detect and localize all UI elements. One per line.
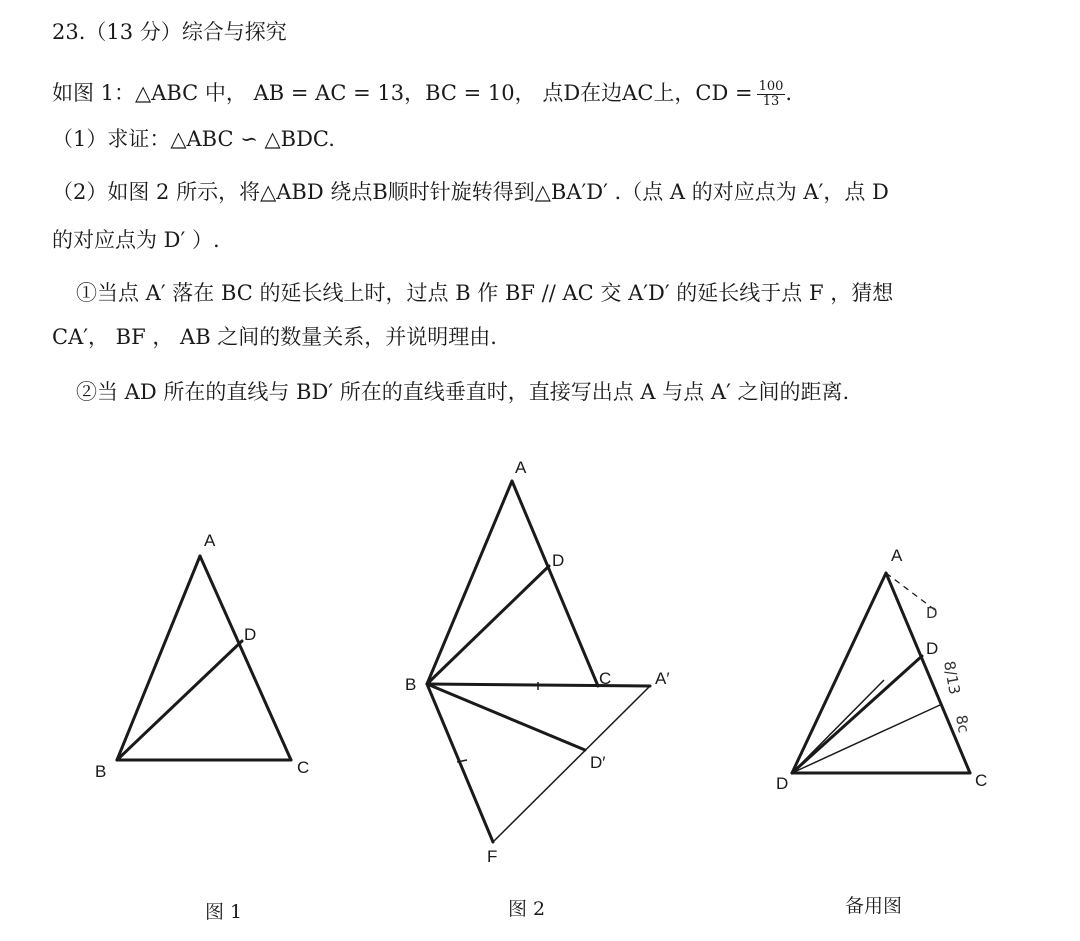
- fig2-label-d: D: [552, 551, 565, 570]
- intro-triangle: △ABC 中，: [135, 81, 247, 105]
- spare-caption: 备用图: [845, 895, 903, 917]
- part-2-line-1: （2）如图 2 所示，将△ABD 绕点B顺时针旋转得到△BA′D′ .（点 A 的对应点为 A′，点 D: [52, 180, 889, 204]
- fig1-side-ac: [200, 556, 291, 760]
- spare-segment-bd: [792, 656, 922, 773]
- cd-fraction-denominator: 13: [762, 94, 780, 109]
- spare-side-ab: [792, 573, 886, 773]
- question-1-line-1: ①当点 A′ 落在 BC 的延长线上时，过点 B 作 BF // AC 交 A′D′ 的延长线于点 F ，猜想: [76, 281, 894, 305]
- spare-label-a: A: [891, 546, 903, 565]
- fig2-side-ab: [427, 481, 512, 684]
- spare-annotation-1: D: [926, 604, 938, 622]
- fig2-label-a: A: [515, 458, 527, 477]
- spare-line-2: [792, 705, 940, 773]
- spare-annotation-3: 8c: [952, 713, 973, 735]
- fig2-caption: 图 2: [508, 898, 546, 920]
- spare-annotation-2: 8/13: [940, 659, 964, 696]
- fig1-side-ab: [117, 556, 200, 760]
- problem-topic: 综合与探究: [181, 20, 287, 44]
- part-2-line-2: 的对应点为 D′ ）.: [52, 228, 220, 252]
- fig1-label-c: C: [297, 758, 310, 777]
- fig2-label-f: F: [487, 847, 498, 866]
- figure-2: [405, 458, 670, 920]
- intro-end: .: [785, 81, 793, 105]
- intro-equation-ab-ac: AB = AC = 13，: [253, 81, 426, 105]
- intro-prefix: 如图 1：: [52, 81, 136, 105]
- fig1-caption: 图 1: [205, 901, 243, 923]
- intro-point-d: 点D在边AC上，: [542, 81, 696, 105]
- problem-number: 23.: [52, 20, 86, 44]
- fig1-segment-bd: [117, 641, 242, 760]
- fig2-label-b: B: [405, 675, 417, 694]
- fig1-label-a: A: [204, 531, 216, 550]
- intro-equation-bc: BC = 10，: [425, 81, 536, 105]
- fig1-label-b: B: [95, 762, 107, 781]
- spare-line-1: [792, 680, 884, 773]
- figure-1: [95, 531, 309, 923]
- spare-label-b: D: [776, 774, 789, 793]
- fig2-label-c: C: [599, 669, 612, 688]
- fig2-label-d-prime: D′: [590, 753, 606, 772]
- problem-points: （13 分）: [85, 20, 182, 44]
- intro-cd-label: CD =: [695, 81, 753, 105]
- figure-spare: [776, 546, 987, 917]
- fig1-label-d: D: [244, 625, 257, 644]
- part-1: （1）求证：△ABC ∽ △BDC.: [52, 127, 335, 151]
- fig2-label-a-prime: A′: [655, 669, 670, 688]
- question-2-line-1: ②当 AD 所在的直线与 BD′ 所在的直线垂直时，直接写出点 A 与点 A′ 之间的距离.: [76, 380, 850, 404]
- spare-label-d: D: [926, 639, 939, 658]
- spare-label-c: C: [975, 771, 988, 790]
- cd-fraction-numerator: 100: [758, 79, 784, 94]
- fig2-segment-bd: [427, 566, 549, 684]
- fig2-side-ac: [512, 481, 598, 686]
- question-1-line-2: CA′， BF ， AB 之间的数量关系，并说明理由.: [52, 325, 497, 349]
- fig2-segment-a-prime-f: [493, 686, 650, 842]
